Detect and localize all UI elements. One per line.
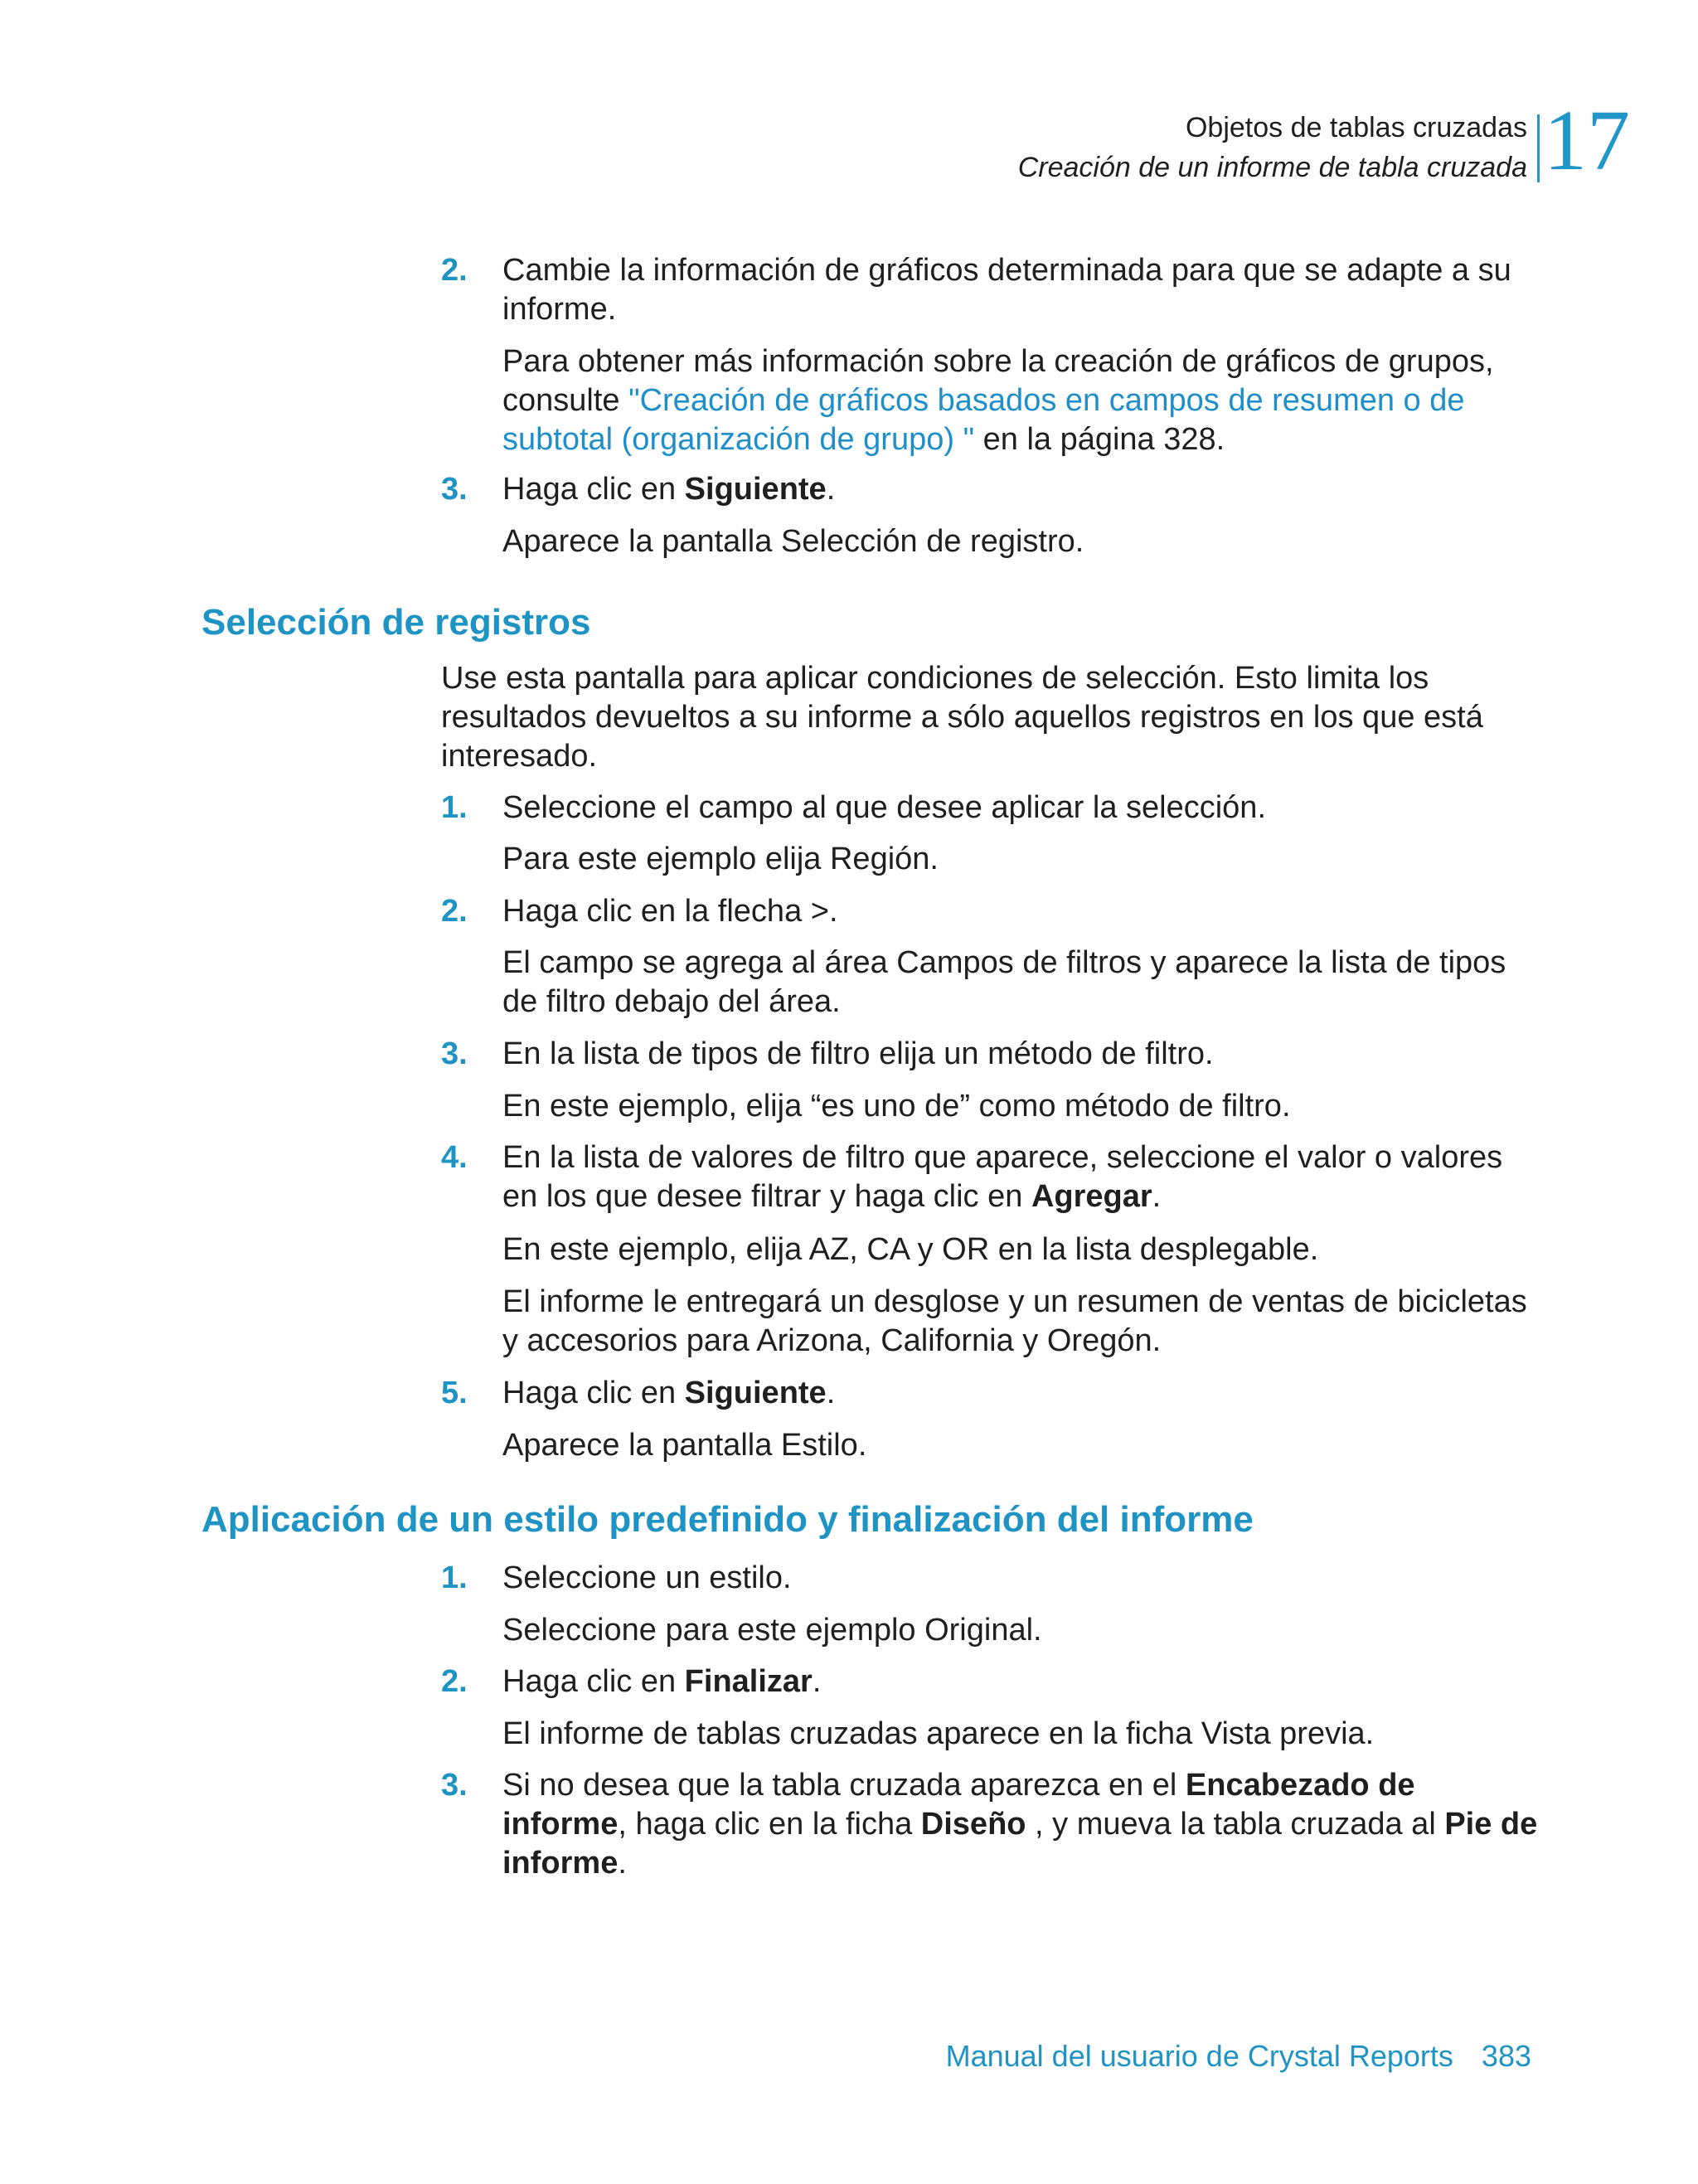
step-note: El campo se agrega al área Campos de filtros y aparece la lista de tipos de filtro debajo del área. [502, 945, 1506, 1019]
step-note: Seleccione para este ejemplo Original. [502, 1613, 1042, 1648]
step-note: El informe le entregará un desglose y un resumen de ventas de bicicletas y accesorios para Arizona, California y Oregón. [502, 1284, 1527, 1358]
chapter-number: 17 [1544, 93, 1630, 188]
step-number: 5. [441, 1376, 468, 1410]
step-text: En la lista de valores de filtro que aparece, seleccione el valor o valores en los que desee filtrar y haga clic en Agregar. [502, 1140, 1503, 1214]
manual-title: Manual del usuario de Crystal Reports [945, 2039, 1453, 2073]
step-note: En este ejemplo, elija “es uno de” como método de filtro. [502, 1089, 1291, 1124]
step-number: 2. [441, 1664, 468, 1699]
step-number: 3. [441, 1036, 468, 1071]
section-title: Creación de un informe de tabla cruzada [1017, 152, 1527, 183]
ui-term: Encabezado de informe [502, 1768, 1415, 1842]
chapter-title: Objetos de tablas cruzadas [1185, 112, 1527, 143]
step-text: Seleccione un estilo. [502, 1560, 792, 1595]
step-number: 1. [441, 1560, 468, 1595]
section-intro: Use esta pantalla para aplicar condiciones de selección. Esto limita los resultados devueltos a su informe a sólo aquellos registros en los que está interesado. [441, 661, 1483, 774]
step-number: 3. [441, 1768, 468, 1803]
cross-reference-link[interactable]: "Creación de gráficos basados en campos de resumen o de subtotal (organización de grupo) " [502, 383, 1465, 457]
note-text: en la página 328. [974, 422, 1225, 457]
ui-term: Diseño [920, 1807, 1026, 1842]
step-text: En la lista de tipos de filtro elija un método de filtro. [502, 1036, 1214, 1071]
step-note: Aparece la pantalla Selección de registro. [502, 524, 1084, 559]
step-note: Para este ejemplo elija Región. [502, 842, 939, 876]
step-text: Haga clic en Finalizar. [502, 1664, 822, 1699]
ui-term: Pie de informe [502, 1807, 1538, 1881]
step-note: El informe de tablas cruzadas aparece en la ficha Vista previa. [502, 1716, 1375, 1751]
header-divider [1537, 114, 1540, 182]
step-number: 2. [441, 253, 468, 288]
step-text: Haga clic en la flecha >. [502, 894, 838, 929]
section-heading: Aplicación de un estilo predefinido y finalización del informe [201, 1499, 1254, 1540]
ui-term: Siguiente [684, 472, 827, 507]
step-text: Si no desea que la tabla cruzada aparezca en el Encabezado de informe, haga clic en la ficha Diseño , y mueva la tabla cruzada al Pie de informe. [502, 1768, 1538, 1881]
step-text: Haga clic en Siguiente. [502, 1376, 836, 1410]
page-footer [946, 2036, 1531, 2076]
step-number: 1. [441, 790, 468, 825]
ui-term: Finalizar [684, 1664, 813, 1699]
section-heading: Selección de registros [201, 602, 591, 643]
step-text: Seleccione el campo al que desee aplicar la selección. [502, 790, 1266, 825]
step-note: En este ejemplo, elija AZ, CA y OR en la lista desplegable. [502, 1232, 1319, 1267]
ui-term: Agregar [1031, 1179, 1152, 1214]
step-text: Haga clic en Siguiente. [502, 472, 836, 507]
step-number: 3. [441, 472, 468, 507]
step-number: 4. [441, 1140, 468, 1175]
note-text: Para obtener más información sobre la creación de gráficos de grupos, consulte [502, 344, 1494, 418]
step-text: Cambie la información de gráficos determinada para que se adapte a su informe. [502, 253, 1511, 327]
step-note [502, 342, 1535, 459]
page-number: 383 [1481, 2039, 1531, 2073]
ui-term: Siguiente [684, 1376, 827, 1410]
step-note: Aparece la pantalla Estilo. [502, 1428, 867, 1463]
step-number: 2. [441, 894, 468, 929]
